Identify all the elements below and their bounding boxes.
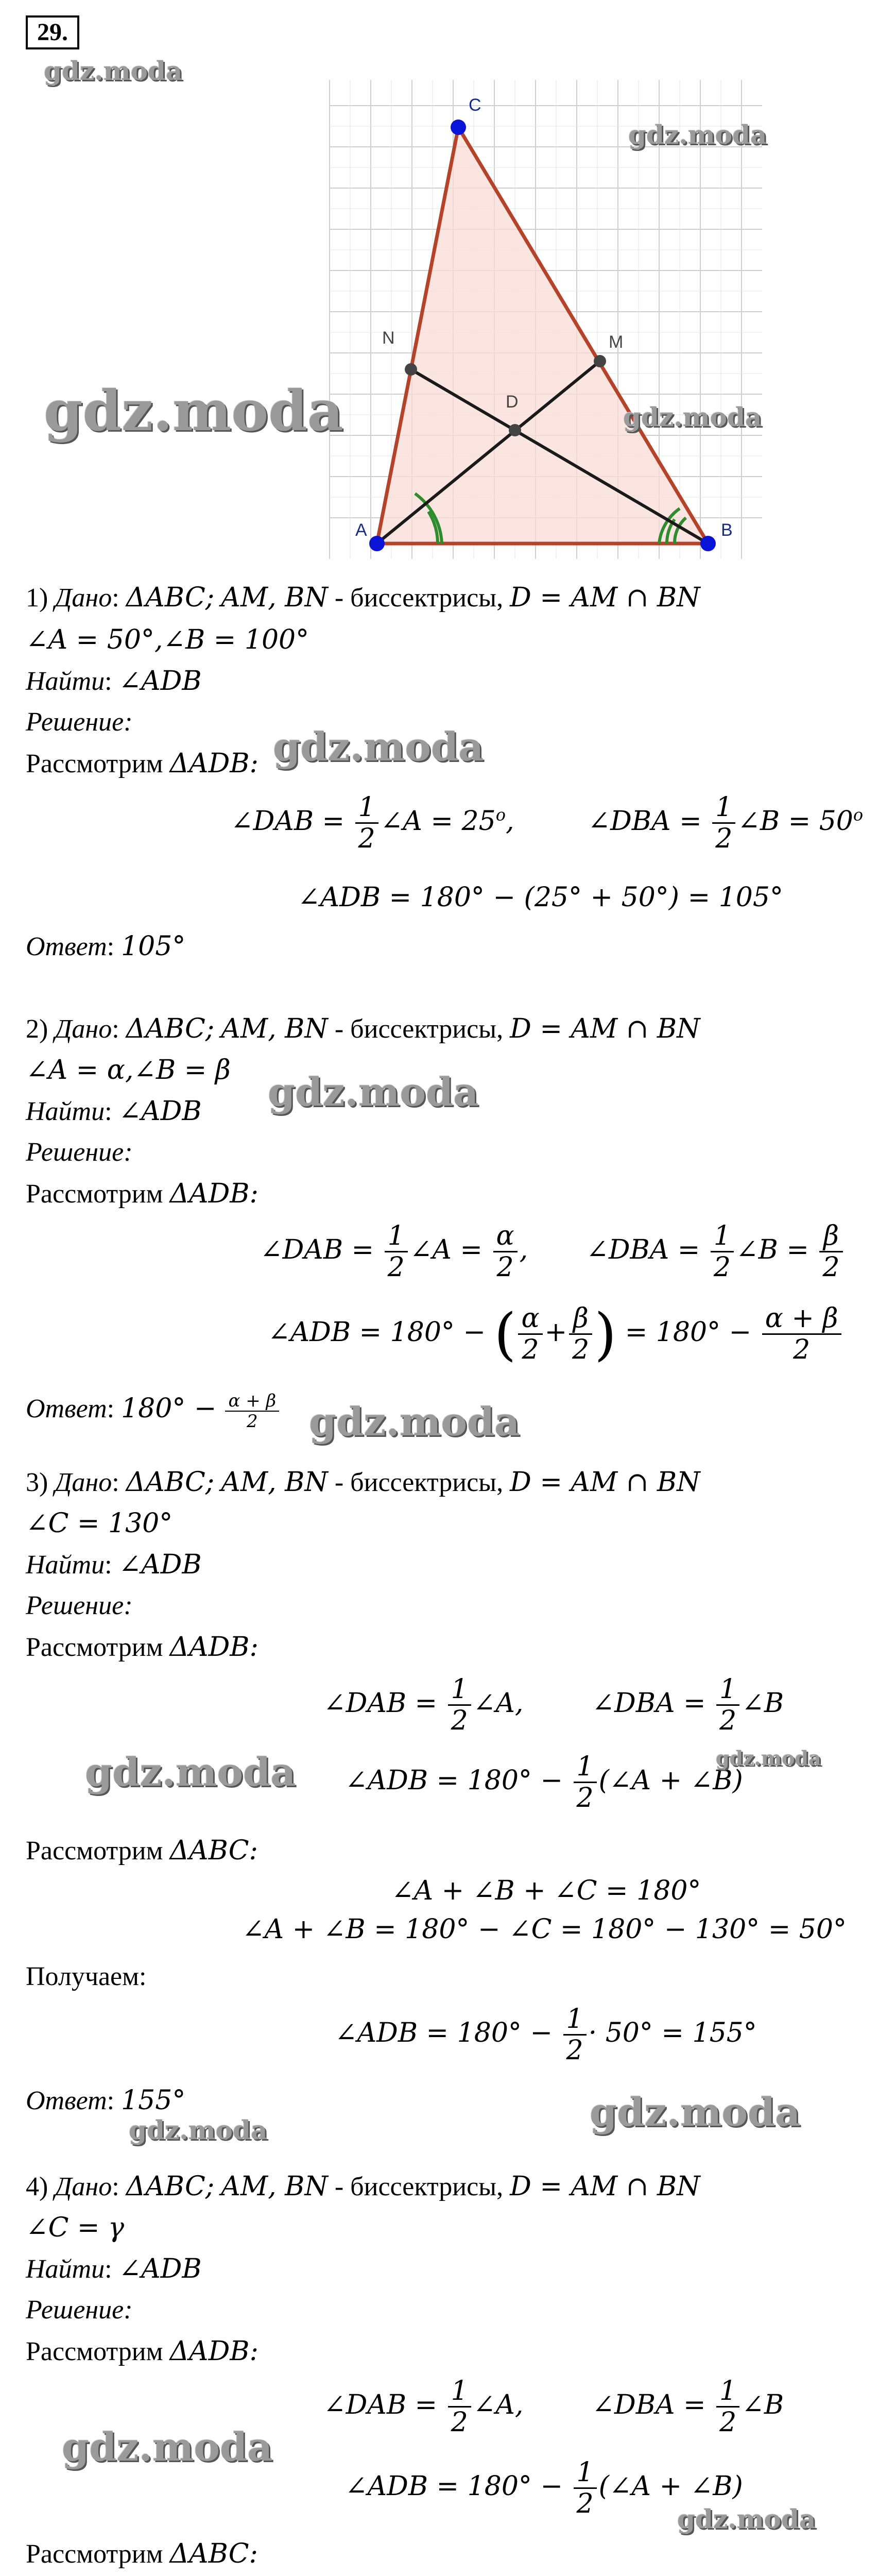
watermark: gdz.moda — [590, 2089, 801, 2135]
label-a: A — [355, 520, 367, 540]
problem-number: 29. — [26, 15, 79, 49]
watermark: gdz.moda — [623, 402, 762, 432]
p1-answer: Ответ: 105° — [26, 931, 186, 962]
point-n — [405, 363, 417, 376]
p1-find: Найти: ∠ADB — [26, 666, 202, 697]
p2-eq2: ∠ADB = 180° − ( $\frac{\alpha}{2}$ + $\frac{\beta}{2}$ ) = 180° − $\frac{\alpha + \beta}{2}$ — [268, 1303, 843, 1365]
p1-consider: Рассмотрим ΔADB: — [26, 748, 259, 779]
p3-eq5: ∠ADB = 180° − $\frac{1}{2}$ · 50° = 155° — [335, 2004, 757, 2066]
p3-eq2: ∠ADB = 180° − $\frac{1}{2}$ (∠A + ∠B) — [345, 1751, 743, 1814]
p3-consider-abc: Рассмотрим ΔABC: — [26, 1835, 259, 1866]
p1-solution-label: Решение: — [26, 707, 133, 737]
label-m: M — [609, 332, 624, 352]
p3-solution-label: Решение: — [26, 1591, 133, 1620]
p4-eq1: ∠DAB = $\frac{1}{2}$ ∠A, ∠DBA = $\frac{1}{2}$ ∠B — [323, 2376, 784, 2438]
watermark: gdz.moda — [628, 120, 767, 150]
p3-consider: Рассмотрим ΔADB: — [26, 1632, 259, 1663]
p3-eq4: ∠A + ∠B = 180° − ∠C = 180° − 130° = 50° — [242, 1914, 847, 1945]
p2-given-angles: ∠A = α,∠B = β — [26, 1055, 231, 1086]
label-n: N — [382, 328, 395, 348]
p3-poluchaem: Получаем: — [26, 1962, 147, 1991]
label-d: D — [506, 392, 519, 412]
p4-eq2: ∠ADB = 180° − $\frac{1}{2}$ (∠A + ∠B) — [345, 2457, 743, 2519]
watermark: gdz.moda — [85, 1749, 296, 1795]
p4-given: 4) Дано: ΔABC; AM, BN - биссектрисы, D = AM ∩ BN — [26, 2171, 700, 2202]
p3-eq1: ∠DAB = $\frac{1}{2}$ ∠A, ∠DBA = $\frac{1}{2}$ ∠B — [323, 1674, 784, 1736]
triangle-abc — [377, 127, 708, 544]
p3-given: 3) Дано: ΔABC; AM, BN - биссектрисы, D = AM ∩ BN — [26, 1467, 700, 1498]
point-m — [594, 355, 606, 367]
watermark: gdz.moda — [677, 2504, 816, 2534]
p4-given-angle: ∠C = γ — [26, 2212, 125, 2243]
point-d — [509, 424, 521, 436]
p2-given: 2) Дано: ΔABC; AM, BN - биссектрисы, D = AM ∩ BN — [26, 1013, 700, 1044]
label-c: C — [469, 95, 481, 115]
p1-given-angles: ∠A = 50°,∠B = 100° — [26, 624, 309, 655]
watermark: gdz.moda — [716, 1747, 821, 1770]
p3-find: Найти: ∠ADB — [26, 1549, 202, 1580]
point-a — [369, 536, 385, 551]
triangle-figure — [319, 80, 772, 562]
watermark: gdz.moda — [273, 724, 484, 770]
point-c — [451, 120, 466, 135]
watermark: gdz.moda — [309, 1399, 520, 1445]
watermark: gdz.moda — [62, 2424, 273, 2470]
p2-consider: Рассмотрим ΔADB: — [26, 1178, 259, 1209]
p2-answer: Ответ: 180° − $\frac{\alpha + \beta}{2}$ — [26, 1391, 281, 1431]
p1-eq2: ∠ADB = 180° − (25° + 50°) = 105° — [298, 882, 783, 913]
watermark: gdz.moda — [129, 2115, 268, 2145]
p4-find: Найти: ∠ADB — [26, 2253, 202, 2284]
label-b: B — [721, 520, 733, 540]
watermark: gdz.moda — [268, 1069, 479, 1115]
p3-answer: Ответ: 155° — [26, 2085, 186, 2116]
p1-given: 1) Дано: ΔABC; AM, BN - биссектрисы, D = AM ∩ BN — [26, 582, 700, 613]
p4-solution-label: Решение: — [26, 2295, 133, 2325]
p2-solution-label: Решение: — [26, 1138, 133, 1167]
p2-eq1: ∠DAB = $\frac{1}{2}$ ∠A = $\frac{\alpha}{2}$ , ∠DBA = $\frac{1}{2}$ ∠B = $\frac{\beta}{2}$ — [260, 1221, 845, 1282]
p1-eq1: ∠DAB = $\frac{1}{2}$ ∠A = $25^o$, ∠DBA = $\frac{1}{2}$ ∠B = $50^o$ — [231, 792, 864, 854]
watermark: gdz.moda — [44, 379, 343, 444]
p3-given-angle: ∠C = 130° — [26, 1508, 173, 1539]
p4-consider-abc: Рассмотрим ΔABC: — [26, 2538, 259, 2569]
p4-consider: Рассмотрим ΔADB: — [26, 2336, 259, 2367]
watermark: gdz.moda — [44, 56, 183, 86]
p3-eq3: ∠A + ∠B + ∠C = 180° — [391, 1875, 701, 1906]
point-b — [700, 536, 716, 551]
p2-find: Найти: ∠ADB — [26, 1096, 202, 1127]
